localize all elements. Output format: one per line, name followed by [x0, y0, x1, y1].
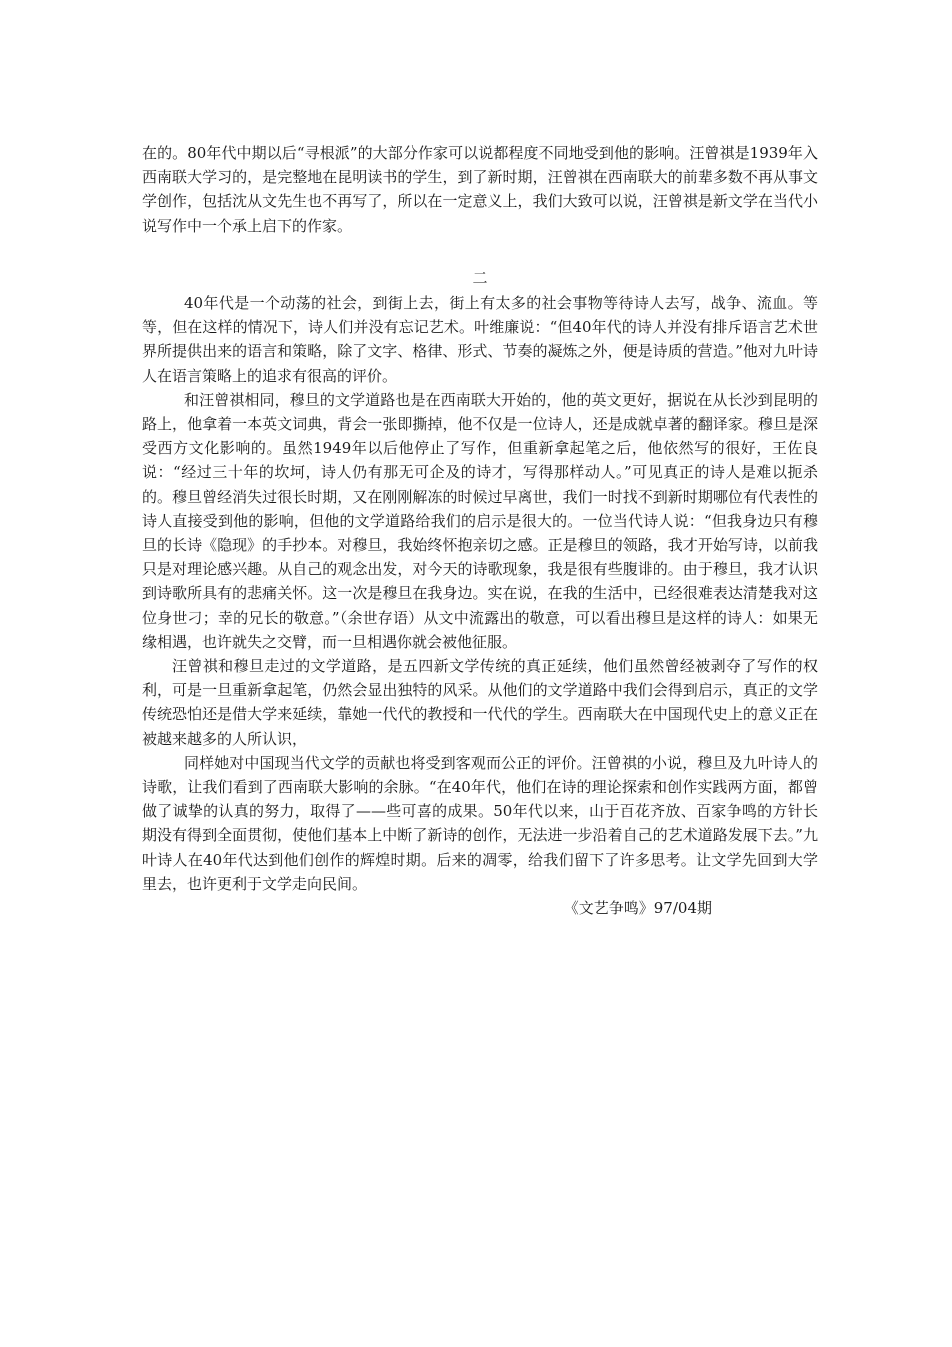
intro-paragraph: 在的。80年代中期以后“寻根派”的大部分作家可以说都程度不同地受到他的影响。汪曾祺是1939年入西南联大学习的，是完整地在昆明读书的学生，到了新时期，汪曾祺在西南联大的前辈多数不再从事文学创作，包括沈从文先生也不再写了，所以在一定意义上，我们大致可以说，汪曾祺是新文学在当代小说写作中一个承上启下的作家。 [142, 144, 818, 235]
paragraph-literary-tradition: 汪曾祺和穆旦走过的文学道路，是五四新文学传统的真正延续，他们虽然曾经被剥夺了写作的权利，可是一旦重新拿起笔，仍然会显出独特的风采。从他们的文学道路中我们会得到启示，真正的文学传统恐怕还是借大学来延续，靠她一代代的教授和一代代的学生。西南联大在中国现代史上的意义正在被越来越多的人所认识， [142, 657, 818, 748]
paragraph-forties-poetry: 40年代是一个动荡的社会，到街上去，街上有太多的社会事物等待诗人去写，战争、流血。等等，但在这样的情况下，诗人们并没有忘记艺术。叶维廉说：“但40年代的诗人并没有排斥语言艺术世界所提供出来的语言和策略，除了文字、格律、形式、节奏的凝炼之外，便是诗质的营造。”他对九叶诗人在语言策略上的追求有很高的评价。 [142, 294, 818, 385]
document-body-top [142, 141, 818, 238]
section-heading: 二 [472, 269, 488, 287]
source-citation: 《文艺争鸣》97/04期 [563, 899, 712, 918]
paragraph-contribution: 同样她对中国现当代文学的贡献也将受到客观而公正的评价。汪曾祺的小说，穆旦及九叶诗人的诗歌，让我们看到了西南联大影响的余脉。“在40年代，他们在诗的理论探索和创作实践两方面，都曾做了诚挚的认真的努力，取得了——些可喜的成果。50年代以来，山于百花齐放、百家争鸣的方针长期没有得到全面贯彻，使他们基本上中断了新诗的创作，无法进一步沿着自己的艺术道路发展下去。”九叶诗人在40年代达到他们创作的辉煌时期。后来的凋零，给我们留下了许多思考。让文学先回到大学里去，也许更利于文学走向民间。 [142, 753, 818, 893]
paragraph-mu-dan: 和汪曾祺相同，穆旦的文学道路也是在西南联大开始的，他的英文更好，据说在从长沙到昆明的路上，他拿着一本英文词典，背会一张即撕掉，他不仅是一位诗人，还是成就卓著的翻译家。穆旦是深受西方文化影响的。虽然1949年以后他停止了写作，但重新拿起笔之后，他依然写的很好，王佐良说：“经过三十年的坎坷，诗人仍有那无可企及的诗才，写得那样动人。”可见真正的诗人是难以扼杀的。穆旦曾经消失过很长时期，又在刚刚解冻的时候过早离世，我们一时找不到新时期哪位有代表性的诗人直接受到他的影响，但他的文学道路给我们的启示是很大的。一位当代诗人说：“但我身边只有穆旦的长诗《隐现》的手抄本。对穆旦，我始终怀抱亲切之感。正是穆旦的领路，我才开始写诗，以前我只是对理论感兴趣。从自己的观念出发，对今天的诗歌现象，我是很有些腹诽的。由于穆旦，我才认识到诗歌所具有的悲痛关怀。这一次是穆旦在我身边。实在说，在我的生活中，已经很难表达清楚我对这位身世刁；幸的兄长的敬意。”（余世存语）从文中流露出的敬意，可以看出穆旦是这样的诗人：如果无缘相遇，也许就失之交臂，而一旦相遇你就会被他征服。 [142, 390, 818, 651]
document-body-main [142, 291, 818, 920]
